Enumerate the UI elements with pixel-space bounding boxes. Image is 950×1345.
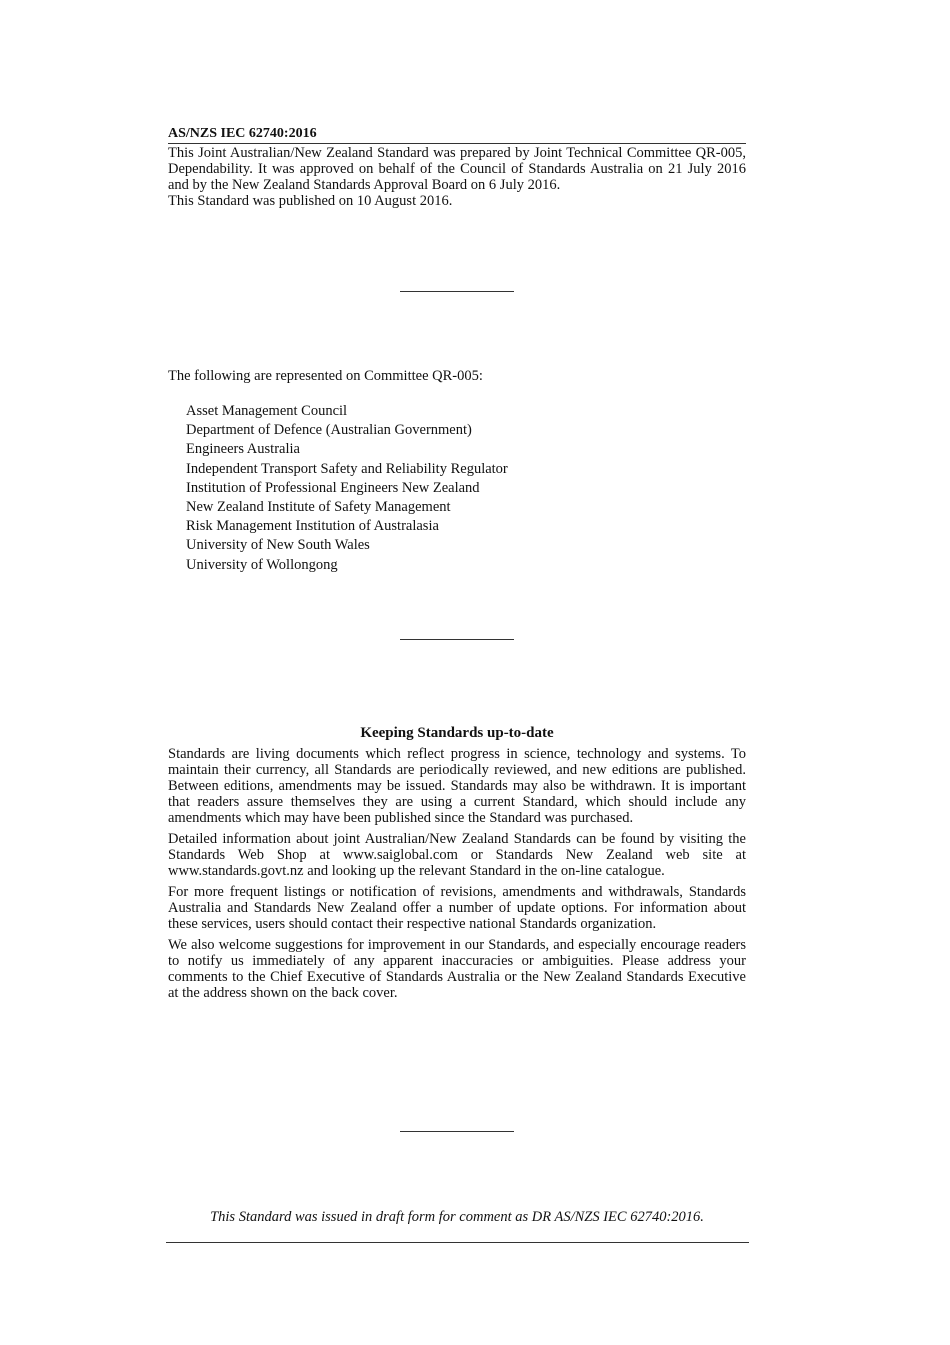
page-bottom-rule — [166, 1242, 749, 1243]
approval-statement: This Joint Australian/New Zealand Standard was prepared by Joint Technical Committee QR-005, Dependability. It was approved on behalf of the Council of Standards Australia on 21 July 2016 and by the New Zealand Standards Approval Board on 6 July 2016. — [168, 145, 746, 193]
section-heading: Keeping Standards up-to-date — [360, 725, 554, 741]
committee-member: New Zealand Institute of Safety Management — [186, 499, 451, 516]
committee-intro: The following are represented on Committee QR-005: — [168, 368, 483, 384]
committee-members-list — [186, 402, 508, 575]
committee-member: Risk Management Institution of Australasia — [186, 518, 439, 535]
body-paragraph: Standards are living documents which reflect progress in science, technology and systems. To maintain their currency, all Standards are periodically reviewed, and new editions are published. Between editions, amendments may be issued. Standards may also be withdrawn. It is important that readers assure themselves they are using a current Standard, which should include any amendments which may have been published since the Standard was purchased. — [168, 746, 746, 826]
body-paragraph: For more frequent listings or notification of revisions, amendments and withdrawals, Standards Australia and Standards New Zealand offer a number of update options. For information about these services, users should contact their respective national Standards organization. — [168, 884, 746, 932]
body-paragraph: Detailed information about joint Australian/New Zealand Standards can be found by visiting the Standards Web Shop at www.saiglobal.com or Standards New Zealand web site at www.standards.govt.nz and looking up the relevant Standard in the on-line catalogue. — [168, 831, 746, 879]
committee-member: Engineers Australia — [186, 441, 300, 458]
section-divider — [400, 291, 514, 292]
keeping-up-to-date-body — [168, 746, 746, 1006]
committee-member: University of New South Wales — [186, 537, 370, 554]
section-divider — [400, 639, 514, 640]
draft-note: This Standard was issued in draft form for comment as DR AS/NZS IEC 62740:2016. — [210, 1209, 704, 1225]
publication-date-statement: This Standard was published on 10 August 2016. — [168, 193, 453, 209]
committee-member: Independent Transport Safety and Reliability Regulator — [186, 460, 508, 477]
committee-member: University of Wollongong — [186, 556, 338, 573]
committee-member: Asset Management Council — [186, 403, 348, 419]
committee-member: Institution of Professional Engineers New Zealand — [186, 479, 480, 496]
section-divider — [400, 1131, 514, 1132]
body-paragraph: We also welcome suggestions for improvement in our Standards, and especially encourage readers to notify us immediately of any apparent inaccuracies or ambiguities. Please address your comments to the Chief Executive of Standards Australia or the New Zealand Standards Executive at the address shown on the back cover. — [168, 937, 746, 1001]
preparation-notice — [168, 145, 746, 209]
standard-identifier: AS/NZS IEC 62740:2016 — [168, 125, 746, 144]
committee-member: Department of Defence (Australian Government) — [186, 422, 472, 439]
